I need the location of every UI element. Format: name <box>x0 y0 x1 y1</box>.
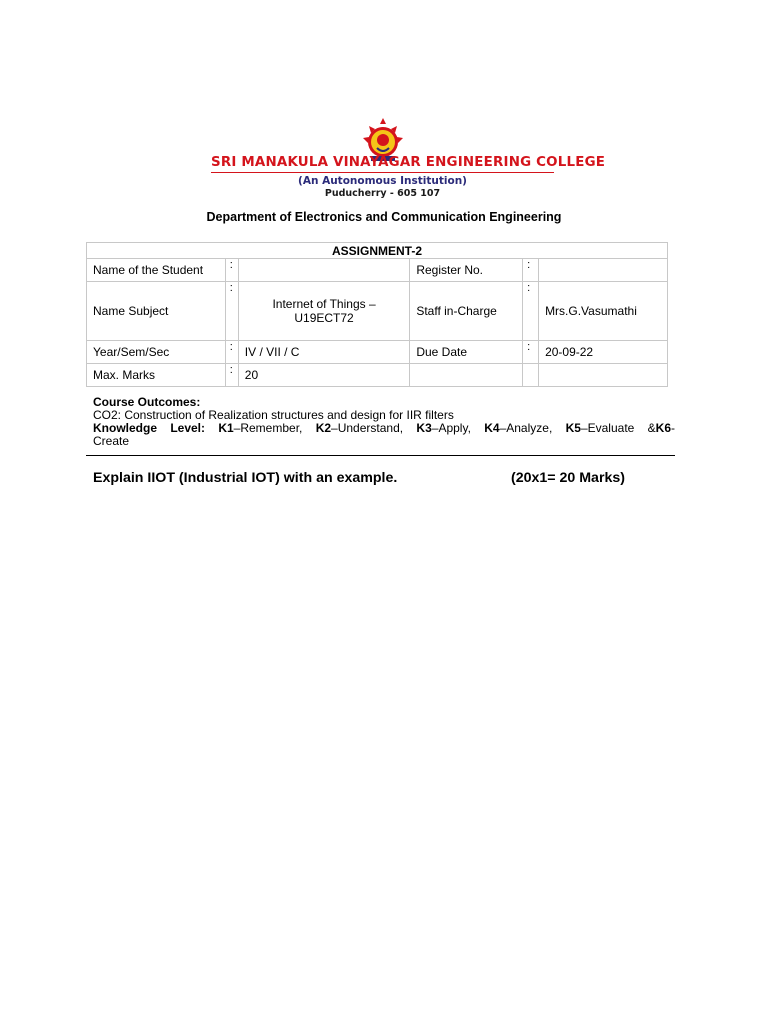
table-row <box>87 364 668 387</box>
label-due-date: Due Date <box>410 341 523 364</box>
college-location: Puducherry - 605 107 <box>324 188 441 199</box>
label-subject: Name Subject <box>87 282 226 341</box>
knowledge-level-wrap: Create <box>93 434 130 448</box>
college-status: (An Autonomous Institution) <box>298 175 467 187</box>
colon: : <box>225 341 238 364</box>
k3-text: –Apply, <box>431 421 471 435</box>
colon: : <box>523 282 539 341</box>
k5-text: –Evaluate & <box>580 421 656 435</box>
k6-text: - <box>671 421 675 435</box>
college-name: SRI MANAKULA VINAYAGAR ENGINEERING COLLEGE <box>211 155 554 170</box>
k1-text: –Remember, <box>233 421 303 435</box>
k2-code: K2 <box>315 421 332 435</box>
outcomes-heading: Course Outcomes: <box>93 395 201 409</box>
empty-cell <box>539 364 668 387</box>
empty-cell <box>410 364 523 387</box>
value-subject <box>238 282 410 341</box>
label-staff: Staff in-Charge <box>410 282 523 341</box>
colon: : <box>523 341 539 364</box>
divider-line <box>86 455 675 456</box>
k3-code: K3 <box>416 421 432 435</box>
assignment-info-table <box>86 242 668 387</box>
table-row <box>87 341 668 364</box>
college-name-underline <box>211 172 554 173</box>
question-marks: (20x1= 20 Marks) <box>511 470 625 486</box>
value-due-date: 20-09-22 <box>539 341 668 364</box>
colon: : <box>225 282 238 341</box>
value-student-name <box>238 259 410 282</box>
k4-code: K4 <box>484 421 500 435</box>
k4-text: –Analyze, <box>499 421 553 435</box>
label-register-no: Register No. <box>410 259 523 282</box>
table-title-row <box>87 243 668 259</box>
department-title: Department of Electronics and Communication Engineering <box>206 210 562 224</box>
value-year-sem-sec: IV / VII / C <box>238 341 410 364</box>
table-row <box>87 282 668 341</box>
k6-code: K6 <box>655 421 671 435</box>
label-student-name: Name of the Student <box>87 259 226 282</box>
knowledge-level <box>93 422 675 448</box>
value-max-marks: 20 <box>238 364 410 387</box>
label-max-marks: Max. Marks <box>87 364 226 387</box>
outcome-co2: CO2: Construction of Realization structures and design for IIR filters <box>93 408 454 422</box>
subject-code: U19ECT72 <box>294 311 354 325</box>
colon: : <box>225 259 238 282</box>
k2-text: –Understand, <box>331 421 404 435</box>
label-year-sem-sec: Year/Sem/Sec <box>87 341 226 364</box>
knowledge-label: Knowledge Level: <box>93 421 205 435</box>
value-register-no <box>539 259 668 282</box>
value-staff: Mrs.G.Vasumathi <box>539 282 668 341</box>
course-outcomes <box>93 396 675 448</box>
k1-code: K1 <box>218 421 234 435</box>
table-row <box>87 259 668 282</box>
question-text: Explain IIOT (Industrial IOT) with an example. <box>93 470 398 486</box>
colon: : <box>225 364 238 387</box>
k5-code: K5 <box>565 421 581 435</box>
assignment-title: ASSIGNMENT-2 <box>87 243 668 259</box>
colon: : <box>523 259 539 282</box>
subject-name: Internet of Things – <box>272 297 376 311</box>
empty-cell <box>523 364 539 387</box>
